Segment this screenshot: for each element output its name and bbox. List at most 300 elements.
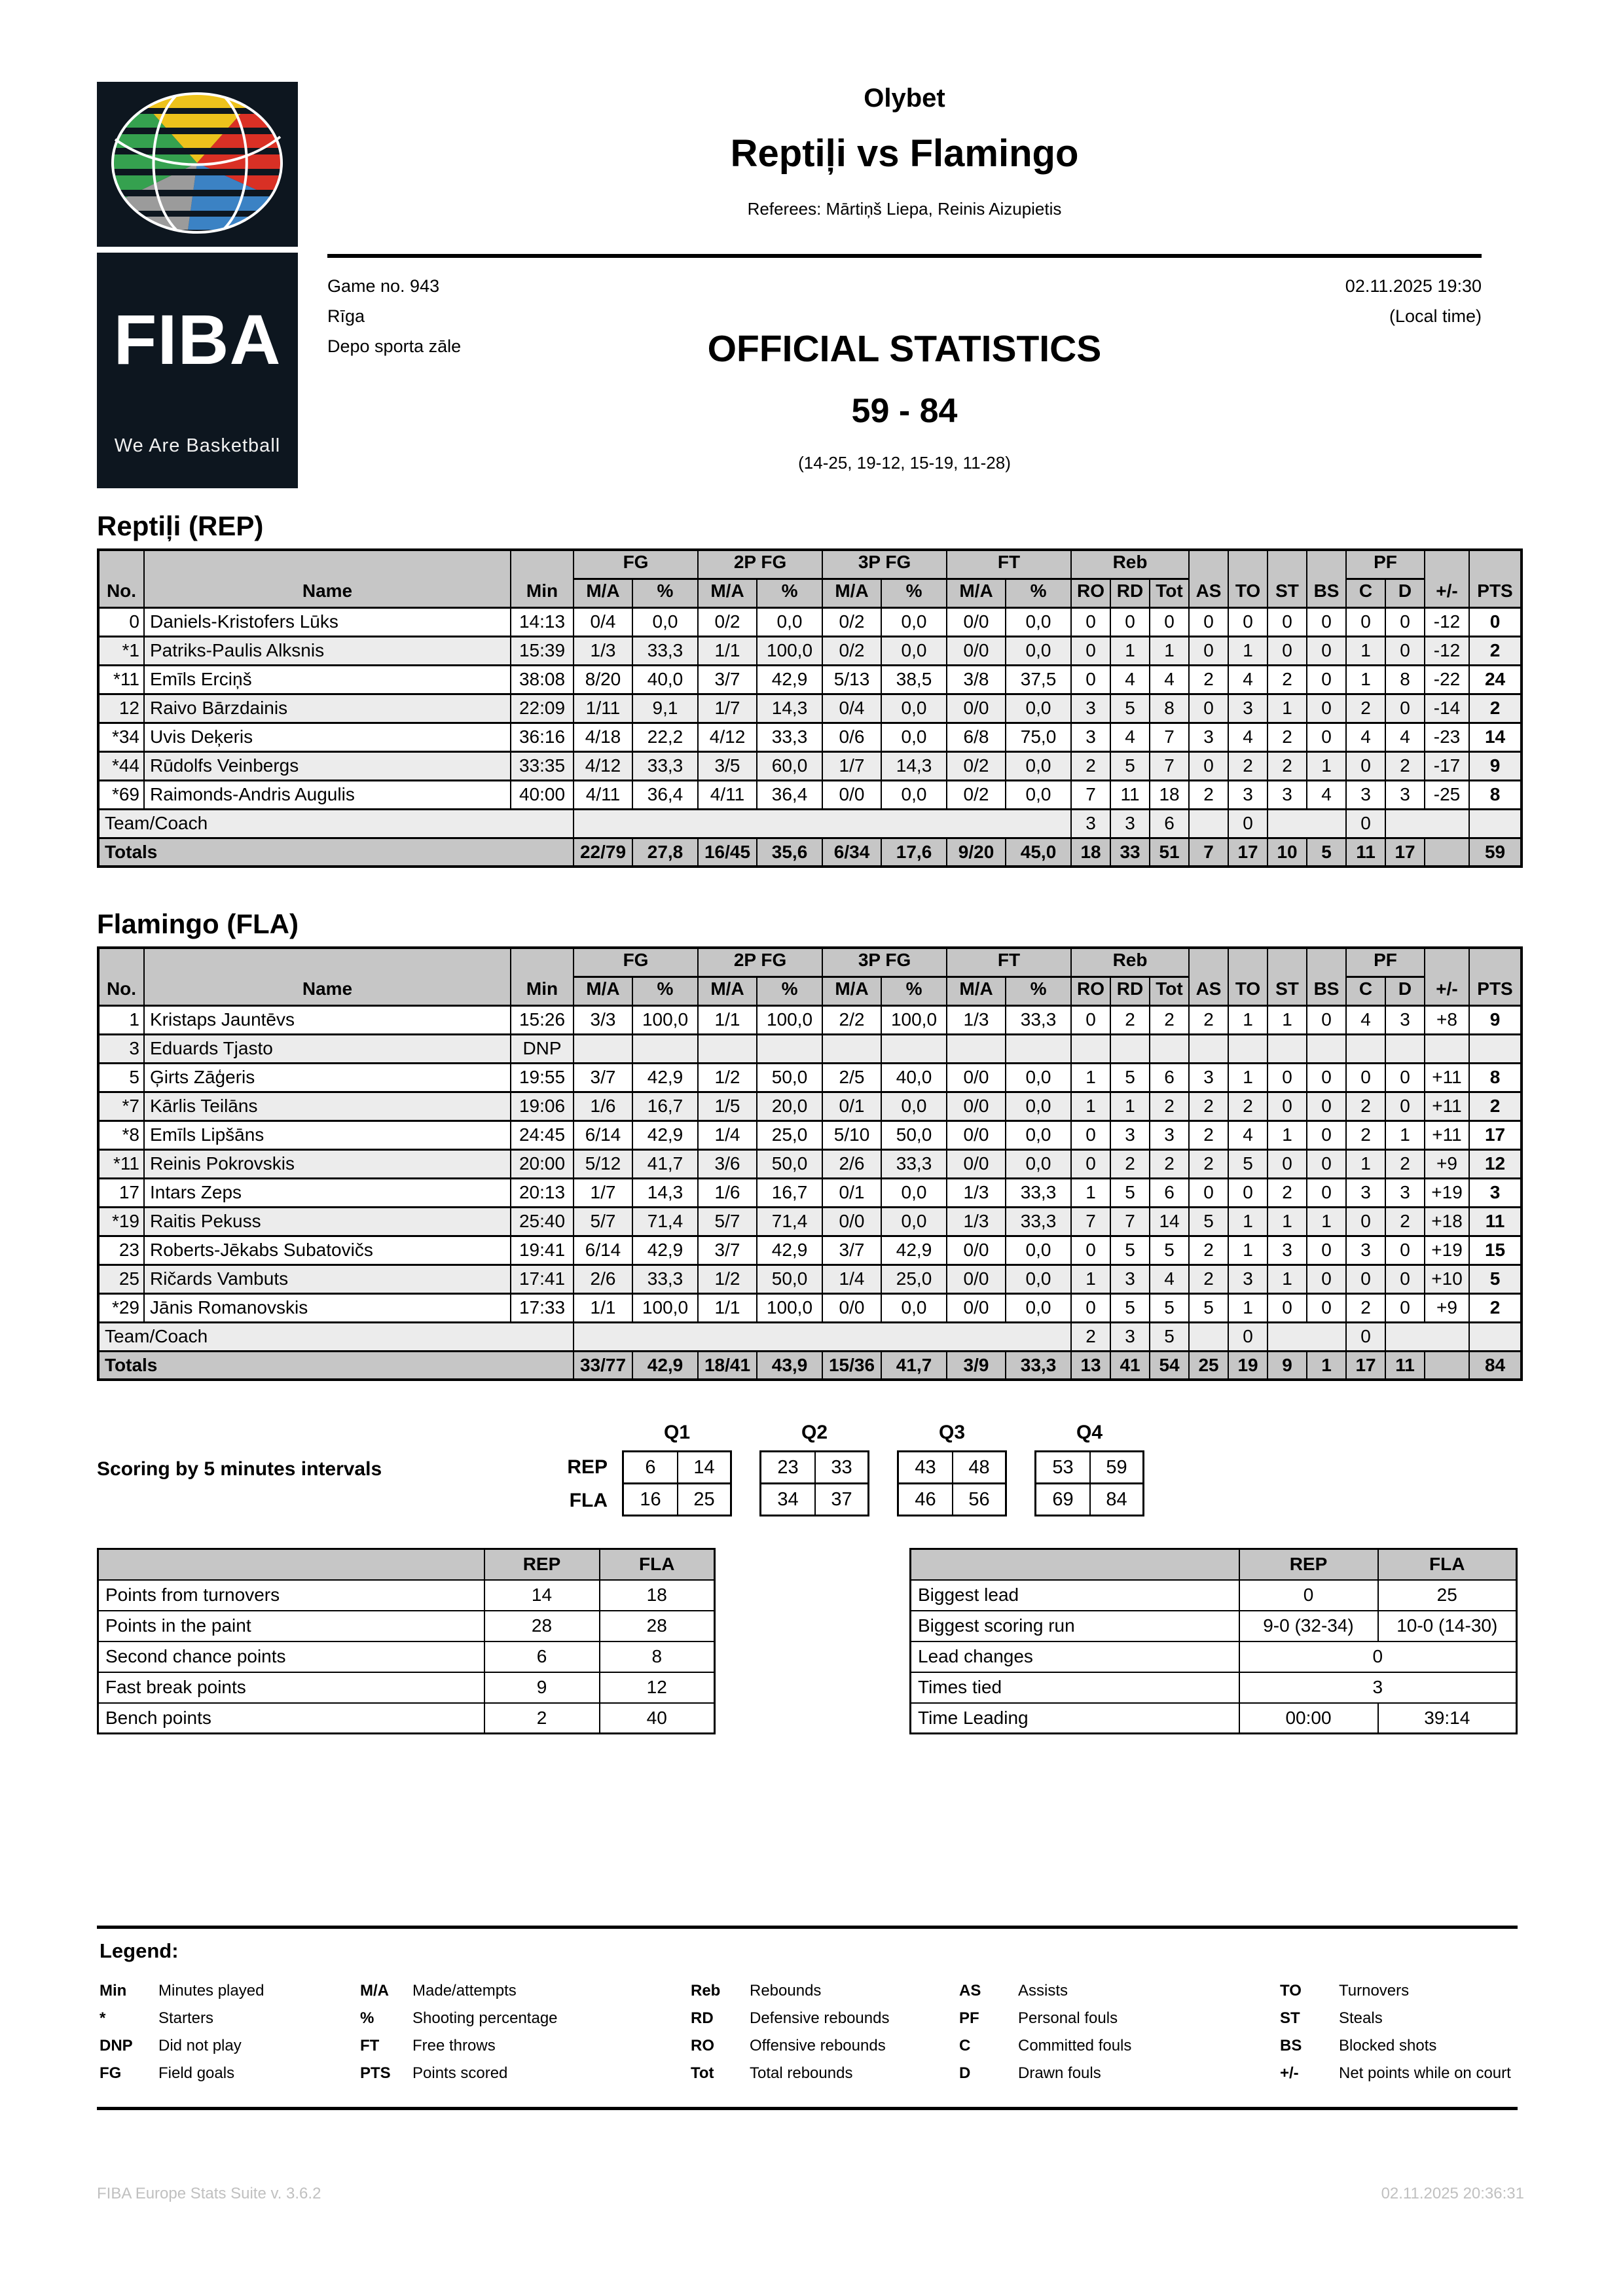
player-rd: 5 <box>1110 751 1150 780</box>
legend-abbr: BS <box>1280 2037 1302 2054</box>
legend-entry <box>100 2060 360 2087</box>
empty-cell <box>1385 809 1469 838</box>
col-header-plusminus: +/- <box>1425 550 1469 607</box>
player-name: Ģirts Zāģeris <box>144 1063 511 1092</box>
col-header-pct: % <box>1006 977 1071 1005</box>
player-ft_pct: 0,0 <box>1006 751 1071 780</box>
team-coach-tot: 6 <box>1150 809 1189 838</box>
totals-as: 7 <box>1189 838 1228 867</box>
player-pts: 5 <box>1469 1265 1522 1293</box>
stat-label: Second chance points <box>98 1641 484 1672</box>
player-d <box>1385 1034 1425 1063</box>
legend-entry <box>360 1977 691 2005</box>
score-row-rep <box>549 1450 1172 1484</box>
col-header-min: Min <box>511 948 574 1005</box>
interval-score: 25 <box>677 1484 730 1515</box>
player-pts: 0 <box>1469 607 1522 636</box>
player-to: 2 <box>1228 751 1267 780</box>
player-as: 0 <box>1189 751 1228 780</box>
misc-header-fla: FLA <box>600 1549 715 1580</box>
player-ft_ma: 0/2 <box>947 780 1006 809</box>
player-rd: 5 <box>1110 1178 1150 1207</box>
stat-value-fla: 12 <box>600 1672 715 1703</box>
player-tot: 7 <box>1150 751 1189 780</box>
player-ft_pct: 33,3 <box>1006 1207 1071 1236</box>
legend-entry <box>959 1977 1280 2005</box>
competition-name: Olybet <box>864 84 945 113</box>
player-c: 2 <box>1346 1092 1385 1121</box>
player-rd: 2 <box>1110 1005 1150 1034</box>
player-no: *29 <box>98 1293 144 1322</box>
legend-abbr: D <box>959 2064 971 2082</box>
stat-row <box>98 1611 715 1641</box>
player-name: Raimonds-Andris Augulis <box>144 780 511 809</box>
legend-abbr: M/A <box>360 1982 389 2000</box>
player-pm: -22 <box>1425 665 1469 694</box>
player-no: 25 <box>98 1265 144 1293</box>
player-rd: 5 <box>1110 694 1150 723</box>
player-p3_pct: 0,0 <box>881 1178 947 1207</box>
player-p3_pct: 0,0 <box>881 636 947 665</box>
player-ro: 1 <box>1071 1092 1110 1121</box>
player-pm: -12 <box>1425 636 1469 665</box>
player-p2_pct: 14,3 <box>757 694 822 723</box>
player-name: Roberts-Jēkabs Subatovičs <box>144 1236 511 1265</box>
totals-st: 9 <box>1267 1351 1307 1380</box>
player-rd: 3 <box>1110 1265 1150 1293</box>
player-row <box>98 1265 1522 1293</box>
empty-cell <box>1267 1322 1346 1351</box>
player-d: 8 <box>1385 665 1425 694</box>
player-rd: 1 <box>1110 1092 1150 1121</box>
legend-abbr: C <box>959 2037 971 2054</box>
totals-label: Totals <box>98 838 574 867</box>
player-fg_ma: 1/7 <box>574 1178 632 1207</box>
col-header-bs: BS <box>1307 948 1346 1005</box>
interval-score: 34 <box>777 1488 799 1510</box>
player-p3_pct <box>881 1034 947 1063</box>
scoring-intervals-section <box>97 1422 1518 1516</box>
empty-cell <box>1189 1322 1228 1351</box>
player-p2_ma: 3/7 <box>698 665 757 694</box>
player-ro: 0 <box>1071 1005 1110 1034</box>
player-fg_ma: 1/3 <box>574 636 632 665</box>
player-p3_ma: 3/7 <box>822 1236 881 1265</box>
legend-abbr: FT <box>360 2037 380 2054</box>
legend-desc: Minutes played <box>158 1982 264 2000</box>
player-p2_pct: 36,4 <box>757 780 822 809</box>
fiba-wordmark: FIBA <box>113 299 282 379</box>
stat-value-rep: 9-0 (32-34) <box>1239 1611 1378 1641</box>
player-min: 19:55 <box>511 1063 574 1092</box>
totals-fg_pct: 42,9 <box>632 1351 698 1380</box>
player-fg_pct: 33,3 <box>632 636 698 665</box>
legend-abbr: TO <box>1280 1982 1302 2000</box>
empty-cell <box>574 1322 1071 1351</box>
player-name: Ričards Vambuts <box>144 1265 511 1293</box>
player-ro: 0 <box>1071 607 1110 636</box>
player-ft_pct: 0,0 <box>1006 1293 1071 1322</box>
player-ro: 0 <box>1071 1121 1110 1149</box>
player-as: 3 <box>1189 723 1228 751</box>
player-ro: 0 <box>1071 665 1110 694</box>
quarter-scores: (14-25, 19-12, 15-19, 11-28) <box>798 453 1011 473</box>
player-rd: 4 <box>1110 665 1150 694</box>
player-p2_pct: 42,9 <box>757 1236 822 1265</box>
legend-entry <box>360 2032 691 2060</box>
player-pm: +9 <box>1425 1149 1469 1178</box>
team-coach-label: Team/Coach <box>98 1322 574 1351</box>
totals-p2_ma: 18/41 <box>698 1351 757 1380</box>
score-row-fla <box>549 1484 1172 1516</box>
player-st: 0 <box>1267 607 1307 636</box>
legend-column <box>1280 1977 1515 2087</box>
player-p2_ma: 4/11 <box>698 780 757 809</box>
team-heading-fla: Flamingo (FLA) <box>97 908 299 939</box>
player-fg_pct: 22,2 <box>632 723 698 751</box>
player-min: 38:08 <box>511 665 574 694</box>
player-p2_ma: 3/5 <box>698 751 757 780</box>
player-to: 5 <box>1228 1149 1267 1178</box>
player-pm: +8 <box>1425 1005 1469 1034</box>
player-p3_pct: 0,0 <box>881 694 947 723</box>
totals-rd: 33 <box>1110 838 1150 867</box>
player-d: 2 <box>1385 751 1425 780</box>
empty-cell <box>574 809 1071 838</box>
col-header-plusminus: +/- <box>1425 948 1469 1005</box>
player-pts: 2 <box>1469 1092 1522 1121</box>
legend-desc: Blocked shots <box>1339 2037 1437 2054</box>
player-c: 3 <box>1346 1236 1385 1265</box>
stat-label: Bench points <box>98 1703 484 1734</box>
player-st: 1 <box>1267 1005 1307 1034</box>
player-d: 0 <box>1385 1293 1425 1322</box>
player-as: 0 <box>1189 1178 1228 1207</box>
totals-row <box>98 838 1522 867</box>
col-header-ma: M/A <box>698 579 757 607</box>
player-as: 5 <box>1189 1293 1228 1322</box>
col-header-ma: M/A <box>574 579 632 607</box>
player-ft_ma: 0/0 <box>947 1149 1006 1178</box>
document-title: OFFICIAL STATISTICS <box>707 328 1102 370</box>
player-ft_ma: 3/8 <box>947 665 1006 694</box>
player-ft_ma: 0/0 <box>947 1092 1006 1121</box>
legend-grid <box>100 1977 1515 2087</box>
player-bs: 0 <box>1307 694 1346 723</box>
player-as <box>1189 1034 1228 1063</box>
player-fg_pct: 100,0 <box>632 1293 698 1322</box>
header-divider <box>327 254 1482 258</box>
player-to: 1 <box>1228 636 1267 665</box>
interval-score: 6 <box>645 1456 656 1478</box>
legend-desc: Assists <box>1018 1982 1068 2000</box>
totals-fg_ma: 22/79 <box>574 838 632 867</box>
stat-row <box>98 1580 715 1611</box>
player-min: 15:39 <box>511 636 574 665</box>
player-to: 3 <box>1228 1265 1267 1293</box>
player-as: 2 <box>1189 1265 1228 1293</box>
player-no: *34 <box>98 723 144 751</box>
player-c: 0 <box>1346 751 1385 780</box>
player-p2_ma: 1/7 <box>698 694 757 723</box>
legend-desc: Committed fouls <box>1018 2037 1132 2054</box>
player-d: 2 <box>1385 1207 1425 1236</box>
stat-value-fla: 39:14 <box>1378 1703 1517 1734</box>
player-ro: 1 <box>1071 1178 1110 1207</box>
player-fg_ma: 5/12 <box>574 1149 632 1178</box>
team-coach-ro: 2 <box>1071 1322 1110 1351</box>
legend-entry <box>959 2060 1280 2087</box>
legend-desc: Personal fouls <box>1018 2009 1118 2027</box>
player-ro: 1 <box>1071 1063 1110 1092</box>
player-to: 1 <box>1228 1207 1267 1236</box>
player-tot: 0 <box>1150 607 1189 636</box>
player-p2_ma: 3/7 <box>698 1236 757 1265</box>
player-d: 0 <box>1385 1063 1425 1092</box>
player-rd: 4 <box>1110 723 1150 751</box>
legend-abbr: RO <box>691 2037 714 2054</box>
player-to: 0 <box>1228 1178 1267 1207</box>
player-fg_ma: 8/20 <box>574 665 632 694</box>
player-p2_pct: 100,0 <box>757 1293 822 1322</box>
quarter-score-box <box>622 1450 732 1484</box>
player-st: 0 <box>1267 1063 1307 1092</box>
player-st: 2 <box>1267 1178 1307 1207</box>
player-fg_ma: 3/3 <box>574 1005 632 1034</box>
stat-value-rep: 00:00 <box>1239 1703 1378 1734</box>
totals-to: 19 <box>1228 1351 1267 1380</box>
player-p2_ma: 1/2 <box>698 1063 757 1092</box>
player-name: Eduards Tjasto <box>144 1034 511 1063</box>
stat-label: Points from turnovers <box>98 1580 484 1611</box>
player-tot: 6 <box>1150 1178 1189 1207</box>
player-name: Emīls Erciņš <box>144 665 511 694</box>
player-tot: 4 <box>1150 665 1189 694</box>
player-ro: 0 <box>1071 1236 1110 1265</box>
stats-header-group-row <box>98 948 1522 977</box>
totals-ft_pct: 33,3 <box>1006 1351 1071 1380</box>
stat-row <box>911 1641 1517 1672</box>
player-fg_ma: 1/11 <box>574 694 632 723</box>
footer-print-timestamp: 02.11.2025 20:36:31 <box>1381 2185 1524 2202</box>
totals-fg_ma: 33/77 <box>574 1351 632 1380</box>
team-coach-rd: 3 <box>1110 1322 1150 1351</box>
col-header-pct: % <box>881 977 947 1005</box>
team-coach-row <box>98 1322 1522 1351</box>
totals-st: 10 <box>1267 838 1307 867</box>
player-ro: 2 <box>1071 751 1110 780</box>
player-fg_ma: 3/7 <box>574 1063 632 1092</box>
player-c: 2 <box>1346 1121 1385 1149</box>
stat-value-rep: 6 <box>484 1641 600 1672</box>
player-p2_pct: 33,3 <box>757 723 822 751</box>
team-coach-c: 0 <box>1346 809 1385 838</box>
player-tot: 7 <box>1150 723 1189 751</box>
legend-column <box>691 1977 959 2087</box>
legend-title: Legend: <box>100 1939 179 1962</box>
player-c: 1 <box>1346 636 1385 665</box>
legend-desc: Rebounds <box>750 1982 822 2000</box>
box-score-table-rep <box>97 548 1523 868</box>
col-header-d: D <box>1385 977 1425 1005</box>
player-ro <box>1071 1034 1110 1063</box>
player-fg_pct: 9,1 <box>632 694 698 723</box>
stat-value-fla: 8 <box>600 1641 715 1672</box>
player-p2_ma: 1/1 <box>698 1005 757 1034</box>
totals-bs: 5 <box>1307 838 1346 867</box>
player-ro: 0 <box>1071 1293 1110 1322</box>
player-pts <box>1469 1034 1522 1063</box>
quarter-label: Q4 <box>1076 1422 1103 1443</box>
player-row <box>98 751 1522 780</box>
legend-desc: Steals <box>1339 2009 1383 2027</box>
player-name: Jānis Romanovskis <box>144 1293 511 1322</box>
player-pm: +11 <box>1425 1121 1469 1149</box>
player-c: 0 <box>1346 607 1385 636</box>
interval-score: 69 <box>1052 1488 1074 1510</box>
player-fg_ma: 2/6 <box>574 1265 632 1293</box>
player-st: 0 <box>1267 1293 1307 1322</box>
player-row <box>98 1178 1522 1207</box>
player-min: 20:13 <box>511 1178 574 1207</box>
player-pts: 2 <box>1469 694 1522 723</box>
totals-c: 11 <box>1346 838 1385 867</box>
player-d: 0 <box>1385 1265 1425 1293</box>
misc-stats-header <box>98 1549 715 1580</box>
fiba-tagline: We Are Basketball <box>114 435 281 456</box>
player-d: 3 <box>1385 780 1425 809</box>
totals-p3_ma: 6/34 <box>822 838 881 867</box>
col-header-min: Min <box>511 550 574 607</box>
player-bs: 0 <box>1307 1293 1346 1322</box>
player-ft_ma: 0/0 <box>947 1121 1006 1149</box>
player-st: 1 <box>1267 1207 1307 1236</box>
stat-value-rep: 14 <box>484 1580 600 1611</box>
player-as: 2 <box>1189 1121 1228 1149</box>
final-score: 59 - 84 <box>851 392 958 430</box>
player-fg_ma <box>574 1034 632 1063</box>
player-no: 17 <box>98 1178 144 1207</box>
player-p2_pct: 50,0 <box>757 1265 822 1293</box>
col-header-st: ST <box>1267 550 1307 607</box>
player-pts: 24 <box>1469 665 1522 694</box>
player-p3_pct: 0,0 <box>881 1293 947 1322</box>
quarter-score-box <box>897 1482 1007 1516</box>
stat-value-merged: 0 <box>1239 1641 1517 1672</box>
player-row <box>98 1005 1522 1034</box>
interval-score: 56 <box>952 1484 1005 1515</box>
player-row <box>98 1149 1522 1178</box>
player-row <box>98 1092 1522 1121</box>
col-header-rd: RD <box>1110 579 1150 607</box>
interval-score: 33 <box>814 1452 867 1482</box>
totals-as: 25 <box>1189 1351 1228 1380</box>
player-st: 3 <box>1267 780 1307 809</box>
player-ft_pct: 0,0 <box>1006 780 1071 809</box>
col-header-ma: M/A <box>947 977 1006 1005</box>
stat-row <box>911 1580 1517 1611</box>
interval-score: 48 <box>952 1452 1005 1482</box>
player-as: 0 <box>1189 607 1228 636</box>
player-no: *7 <box>98 1092 144 1121</box>
team-coach-c: 0 <box>1346 1322 1385 1351</box>
player-pts: 14 <box>1469 723 1522 751</box>
player-st: 1 <box>1267 1265 1307 1293</box>
player-pts: 9 <box>1469 751 1522 780</box>
totals-ro: 18 <box>1071 838 1110 867</box>
player-tot: 6 <box>1150 1063 1189 1092</box>
stat-value-fla: 18 <box>600 1580 715 1611</box>
player-as: 0 <box>1189 636 1228 665</box>
player-st: 2 <box>1267 751 1307 780</box>
player-no: 12 <box>98 694 144 723</box>
interval-score: 59 <box>1089 1452 1142 1482</box>
player-c: 0 <box>1346 1207 1385 1236</box>
player-no: 23 <box>98 1236 144 1265</box>
player-fg_pct: 42,9 <box>632 1121 698 1149</box>
player-row <box>98 607 1522 636</box>
player-ro: 7 <box>1071 1207 1110 1236</box>
stat-value-rep: 2 <box>484 1703 600 1734</box>
bottom-tables <box>97 1548 1518 1734</box>
col-header-to: TO <box>1228 550 1267 607</box>
player-c: 1 <box>1346 1149 1385 1178</box>
col-group-ft: FT <box>947 550 1071 579</box>
player-d: 4 <box>1385 723 1425 751</box>
player-tot: 3 <box>1150 1121 1189 1149</box>
player-pm: +19 <box>1425 1178 1469 1207</box>
player-p2_pct <box>757 1034 822 1063</box>
local-time-note: (Local time) <box>1389 306 1482 326</box>
player-p3_ma: 0/1 <box>822 1178 881 1207</box>
scoring-intervals-label: Scoring by 5 minutes intervals <box>97 1458 382 1480</box>
player-p3_ma: 2/2 <box>822 1005 881 1034</box>
score-row-team-label: REP <box>567 1456 608 1478</box>
player-pts: 2 <box>1469 636 1522 665</box>
player-fg_ma: 1/1 <box>574 1293 632 1322</box>
player-to: 1 <box>1228 1005 1267 1034</box>
player-min: 36:16 <box>511 723 574 751</box>
player-c: 1 <box>1346 665 1385 694</box>
col-group-pf: PF <box>1346 948 1425 977</box>
player-fg_pct: 40,0 <box>632 665 698 694</box>
totals-p2_pct: 43,9 <box>757 1351 822 1380</box>
totals-ft_ma: 3/9 <box>947 1351 1006 1380</box>
player-st <box>1267 1034 1307 1063</box>
spacer-cell <box>98 1549 484 1580</box>
stat-label: Times tied <box>911 1672 1239 1703</box>
player-fg_pct: 0,0 <box>632 607 698 636</box>
player-as: 3 <box>1189 1063 1228 1092</box>
player-rd: 3 <box>1110 1121 1150 1149</box>
stat-value-fla: 25 <box>1378 1580 1517 1611</box>
player-to: 2 <box>1228 1092 1267 1121</box>
fiba-wordmark-block <box>97 253 298 488</box>
col-header-tot: Tot <box>1150 579 1189 607</box>
player-rd: 5 <box>1110 1063 1150 1092</box>
player-rd: 11 <box>1110 780 1150 809</box>
legend-entry <box>1280 2060 1515 2087</box>
player-to: 3 <box>1228 780 1267 809</box>
player-pm <box>1425 1034 1469 1063</box>
legend-abbr: PTS <box>360 2064 391 2082</box>
player-pm: -12 <box>1425 607 1469 636</box>
player-pm: +11 <box>1425 1092 1469 1121</box>
interval-score: 46 <box>915 1488 936 1510</box>
player-p2_pct: 100,0 <box>757 1005 822 1034</box>
player-fg_pct: 14,3 <box>632 1178 698 1207</box>
player-p2_ma: 1/5 <box>698 1092 757 1121</box>
